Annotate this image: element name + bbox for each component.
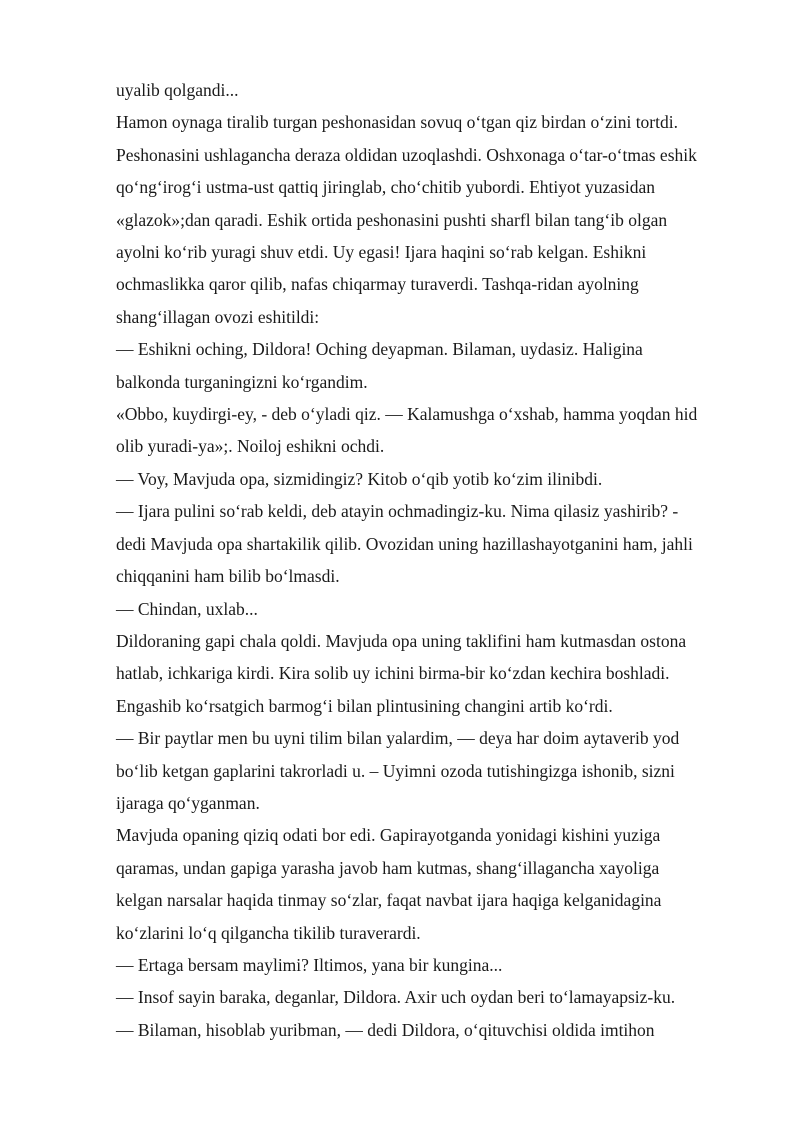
text-line: uyalib qolgandi... bbox=[116, 80, 239, 100]
text-line: ijaraga qo‘yganman. bbox=[116, 792, 260, 813]
text-line: ko‘zlarini lo‘q qilgancha tikilib turaverardi. bbox=[116, 922, 421, 943]
text-line: ochmaslikka qaror qilib, nafas chiqarmay turaverdi. Tashqa-ridan ayolning bbox=[116, 274, 639, 295]
document-body bbox=[116, 74, 760, 1046]
text-line: bo‘lib ketgan gaplarini takrorladi u. – Uyimni ozoda tutishingizga ishonib, sizni bbox=[116, 760, 675, 781]
text-line: «glazok»;dan qaradi. Eshik ortida peshonasini pushti sharfl bilan tang‘ib olgan bbox=[116, 209, 668, 230]
text-line: Peshonasini ushlagancha deraza oldidan uzoqlashdi. Oshxonaga o‘tar-o‘tmas eshik bbox=[116, 144, 697, 165]
text-line: Mavjuda opaning qiziq odati bor edi. Gapirayotganda yonidagi kishini yuziga bbox=[116, 825, 661, 846]
text-line: — Eshikni oching, Dildora! Oching deyapman. Bilaman, uydasiz. Haligina bbox=[116, 339, 643, 360]
text-line: — Ijara pulini so‘rab keldi, deb atayin ochmadingiz-ku. Nima qilasiz yashirib? - bbox=[116, 501, 679, 522]
text-line: chiqqanini ham bilib bo‘lmasdi. bbox=[116, 566, 340, 587]
text-line: ayolni ko‘rib yuragi shuv etdi. Uy egasi! Ijara haqini so‘rab kelgan. Eshikni bbox=[116, 242, 647, 263]
text-line: balkonda turganingizni ko‘rgandim. bbox=[116, 371, 368, 392]
text-line: dedi Mavjuda opa shartakilik qilib. Ovozidan uning hazillashayotganini ham, jahli bbox=[116, 533, 693, 554]
text-line: hatlab, ichkariga kirdi. Kira solib uy ichini birma-bir ko‘zdan kechira boshladi. bbox=[116, 663, 670, 684]
text-line: qaramas, undan gapiga yarasha javob ham kutmas, shang‘illagancha xayoliga bbox=[116, 857, 660, 878]
text-line: — Bir paytlar men bu uyni tilim bilan yalardim, — deya har doim aytaverib yod bbox=[116, 728, 680, 749]
text-line: Engashib ko‘rsatgich barmog‘i bilan plintusining changini artib ko‘rdi. bbox=[116, 695, 613, 716]
text-line: — Ertaga bersam maylimi? Iltimos, yana bir kungina... bbox=[116, 954, 503, 975]
text-line: «Obbo, kuydirgi-ey, - deb o‘yladi qiz. — Kalamushga o‘xshab, hamma yoqdan hid bbox=[116, 404, 698, 425]
text-line: — Voy, Mavjuda opa, sizmidingiz? Kitob o‘qib yotib ko‘zim ilinibdi. bbox=[116, 468, 603, 489]
text-line: Dildoraning gapi chala qoldi. Mavjuda opa uning taklifini ham kutmasdan ostona bbox=[116, 630, 687, 651]
text-line: kelgan narsalar haqida tinmay so‘zlar, faqat navbat ijara haqiga kelganidagina bbox=[116, 890, 662, 911]
text-line: olib yuradi-ya»;. Noiloj eshikni ochdi. bbox=[116, 436, 385, 457]
text-line: shang‘illagan ovozi eshitildi: bbox=[116, 306, 320, 327]
text-line: qo‘ng‘irog‘i ustma-ust qattiq jiringlab, cho‘chitib yubordi. Ehtiyot yuzasidan bbox=[116, 177, 655, 198]
text-line: — Chindan, uxlab... bbox=[116, 598, 258, 619]
text-line: — Bilaman, hisoblab yuribman, — dedi Dildora, o‘qituvchisi oldida imtihon bbox=[116, 1019, 655, 1040]
text-line: — Insof sayin baraka, deganlar, Dildora. Axir uch oydan beri to‘lamayapsiz-ku. bbox=[116, 987, 676, 1008]
text-line: Hamon oynaga tiralib turgan peshonasidan sovuq o‘tgan qiz birdan o‘zini tortdi. bbox=[116, 112, 678, 133]
